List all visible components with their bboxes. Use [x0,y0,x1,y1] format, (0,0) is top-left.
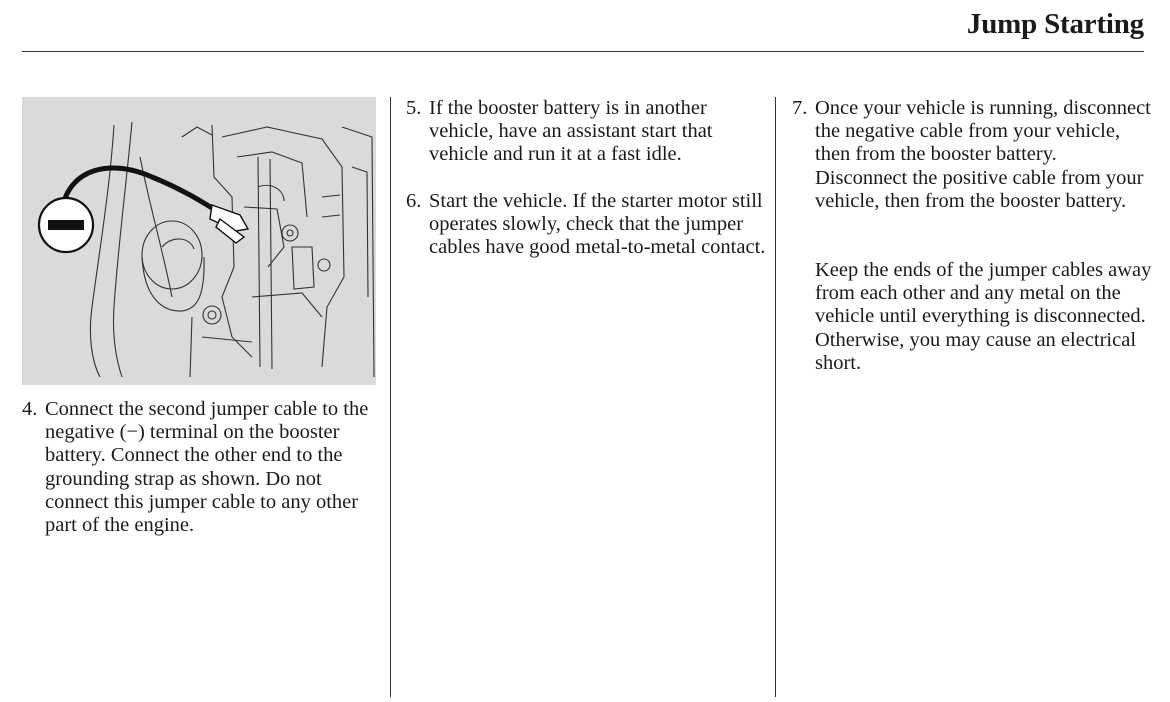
step-5 [406,97,768,167]
safety-note: Keep the ends of the jumper cables away from each other and any metal on the vehicle until everything is disconnected. Otherwise, you may cause an electrical short. [815,259,1152,374]
step-number: 6. [406,190,422,212]
step-number: 7. [792,97,808,119]
header-rule [22,51,1144,52]
step-6 [406,190,768,260]
column-divider-1 [390,97,391,697]
engine-illustration [22,97,376,385]
step-number: 5. [406,97,422,119]
page-title: Jump Starting [966,8,1144,40]
step-text: Start the vehicle. If the starter motor still operates slowly, check that the jumper cables have good metal-to-metal contact. [429,190,766,259]
negative-terminal-icon [39,198,93,252]
step-text: Once your vehicle is running, disconnect the negative cable from your vehicle, then from the booster battery. Disconnect the positive cable from your vehicle, then from the booster battery. [815,97,1151,212]
engine-drawing [22,97,376,385]
step-4 [22,398,372,537]
step-number: 4. [22,398,38,420]
step-text: Connect the second jumper cable to the negative (−) terminal on the booster battery. Connect the other end to the grounding strap as shown. Do not connect this jumper cable to any other part of the engine. [45,398,369,537]
step-7 [792,97,1152,213]
step-text: If the booster battery is in another vehicle, have an assistant start that vehicle and run it at a fast idle. [429,97,713,166]
column-divider-2 [775,97,776,697]
